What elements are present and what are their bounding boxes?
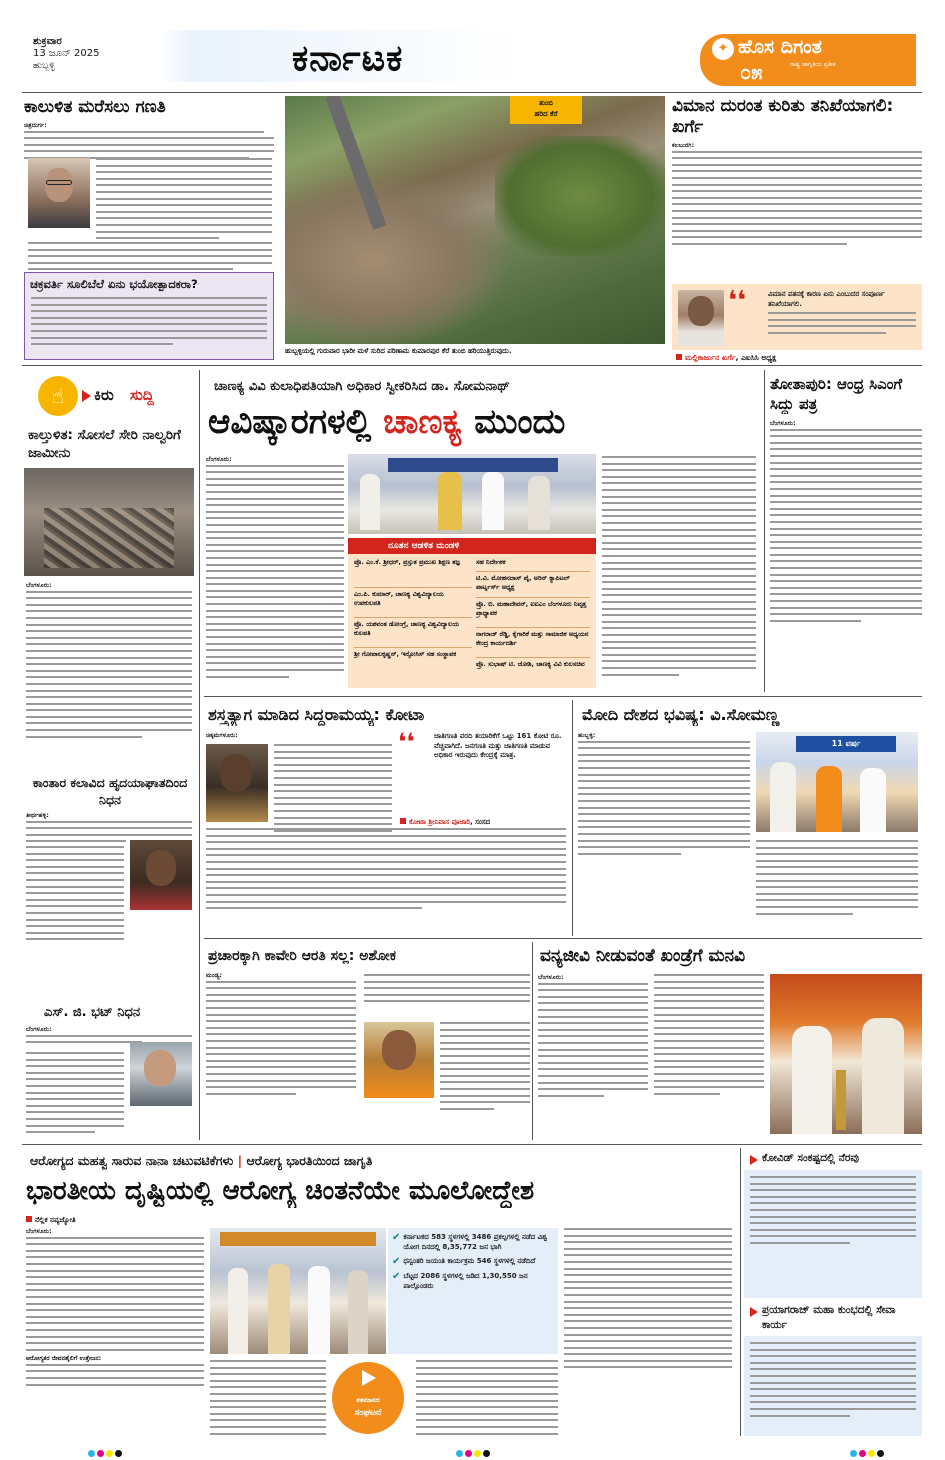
- thotapuri-headline: ತೋತಾಪುರಿ: ಆಂಧ್ರ ಸಿಎಂಗೆ ಸಿದ್ದು ಪತ್ರ: [770, 375, 903, 413]
- kaveri-body: [206, 972, 356, 1099]
- census-subbox: [24, 272, 274, 360]
- kota-byline-name: ಕೋಟಾ ಶ್ರೀನಿವಾಸ ಪೂಜಾರಿ: [409, 818, 470, 826]
- thotapuri-body: [770, 420, 922, 626]
- photo-lamp: [836, 1070, 846, 1130]
- kirusuddi-banner: [38, 376, 188, 416]
- left-col-rule: [199, 370, 200, 1140]
- lake-photo: [285, 96, 665, 344]
- cardiac-headline: ಕಾಂತಾರ ಕಲಾವಿದ ಹೃದಯಾಘಾತದಿಂದ ನಿಧನ: [32, 775, 188, 807]
- chanakya-headline-a: ಆವಿಷ್ಕಾರಗಳಲ್ಲಿ: [208, 402, 372, 442]
- health-byline-name: ನೆಲ್ಲಿಕ ನವ್ಯಜ್ಯೋತಿ: [35, 1216, 76, 1224]
- health-subhead: ಆರೋಗ್ಯಕರ ಜೀವನಶೈಲಿಗೆ ಉತ್ತೇಜನ:: [26, 1355, 102, 1363]
- kota-lines-b: [206, 828, 566, 914]
- chanakya-right-rule: [764, 370, 765, 692]
- lake-caption: ಹುಬ್ಬಳ್ಳಿಯಲ್ಲಿ ಗುರುವಾರ ಭಾರೀ ಮಳೆ ಸುರಿದ ಪರಿಣಾಮ ಕುಮಾರಪುರ ಕೆರೆ ತುಂಬಿ ಹರಿಯುತ್ತಿರುವುದು.: [285, 347, 512, 355]
- photo-person: [770, 762, 796, 832]
- plane-byline-role: , ಎಐಸಿಸಿ ಅಧ್ಯಕ್ಷ: [735, 353, 777, 362]
- date: 13 ಜೂನ್ 2025: [33, 48, 100, 59]
- modi-dateline: ಹುಬ್ಬಳ್ಳಿ:: [578, 732, 596, 739]
- photo-person: [528, 476, 550, 530]
- modi-body: [578, 732, 750, 859]
- story-plane: [672, 96, 922, 362]
- registration-dots-left: [88, 1442, 124, 1460]
- kirusuddi-badge-icon: ☝: [38, 376, 78, 416]
- row4-rule: [22, 1144, 922, 1145]
- wildlife-dateline: ಬೆಂಗಳೂರು:: [538, 974, 564, 981]
- chanakya-body-left: [206, 456, 344, 682]
- emblem-flag-icon: [362, 1370, 376, 1386]
- dot-yellow-icon: [868, 1450, 875, 1457]
- story-kaveri: [204, 942, 530, 1140]
- kota-dateline: ಚಿಕ್ಕಮಗಳೂರು:: [206, 732, 238, 739]
- kicker-divider: |: [237, 1153, 247, 1168]
- check-icon: ✔: [392, 1271, 401, 1282]
- chanakya-dateline: ಬೆಂಗಳೂರು:: [206, 456, 232, 463]
- story-wildlife: [536, 942, 922, 1140]
- health-headline: ಭಾರತೀಯ ದೃಷ್ಟಿಯಲ್ಲಿ ಆರೋಗ್ಯ ಚಿಂತನೆಯೇ ಮೂಲೋದ್ದೇಶ: [26, 1176, 535, 1206]
- story-kumbh: [744, 1302, 922, 1436]
- date-block: [33, 36, 143, 71]
- wildlife-headline: ವನ್ಯಜೀವಿ ನೀಡುವಂತೆ ಖಂಡ್ರೆಗೆ ಮನವಿ: [540, 946, 746, 966]
- photo-person: [228, 1268, 248, 1354]
- health-body-a: [26, 1228, 204, 1390]
- photo-person: [792, 1026, 832, 1134]
- emblem-text-b: ಸಂಘಟನೆ: [354, 1408, 382, 1418]
- kaveri-lines-c: [440, 1022, 530, 1114]
- registration-dots-right: [850, 1442, 886, 1460]
- photo-person: [482, 472, 504, 530]
- health-kicker-b: ಆರೋಗ್ಯ ಭಾರತಿಯಿಂದ ಜಾಗೃತಿ: [246, 1153, 373, 1168]
- health-stats-box: [388, 1228, 558, 1354]
- census-subbox-lines: [25, 294, 273, 345]
- census-photo: [28, 158, 90, 228]
- health-dateline: ಬೆಂಗಳೂರು:: [26, 1228, 52, 1235]
- photo-person: [268, 1264, 290, 1354]
- plane-quote: ವಿಮಾನ ಪತನಕ್ಕೆ ಕಾರಣ ಏನು ಎಂಬುದರ ಸಂಪೂರ್ಣ ತನಿಖೆಯಾಗಲಿ.: [768, 290, 885, 308]
- bhat-dateline: ಬೆಂಗಳೂರು:: [26, 1026, 52, 1033]
- health-emblem: [326, 1356, 410, 1436]
- census-subbox-title: ಚಕ್ರವರ್ತಿ ಸೂಲಿಬೆಲೆ ಏನು ಭಯೋತ್ಪಾದಕರಾ?: [30, 277, 198, 291]
- row1-rule: [22, 365, 922, 366]
- row2-rule: [204, 696, 922, 697]
- kota-lines-a: [274, 744, 392, 836]
- health-lines-b: [210, 1360, 326, 1439]
- photo-face: [146, 850, 176, 886]
- kota-byline: [400, 818, 490, 827]
- plane-quote-box: [672, 284, 922, 350]
- byline-square-icon: [26, 1216, 32, 1222]
- health-body-c: [416, 1360, 558, 1439]
- census-body-lines: [96, 158, 272, 244]
- dot-black-icon: [483, 1450, 490, 1457]
- covid-headline: ಕೋವಿಡ್ ಸಂಕಷ್ಟದಲ್ಲಿ ನೆರವು: [762, 1152, 859, 1164]
- registration-dots-center: [456, 1442, 492, 1460]
- dot-yellow-icon: [474, 1450, 481, 1457]
- photo-debris: [44, 508, 174, 568]
- dot-magenta-icon: [97, 1450, 104, 1457]
- thotapuri-dateline: ಬೆಂಗಳೂರು:: [770, 420, 796, 427]
- census-body-lines-2: [28, 242, 272, 275]
- lake-tag-line1: ತುಂಬಿ: [539, 99, 553, 107]
- health-kicker: [30, 1152, 730, 1170]
- health-stat-2: [388, 1252, 558, 1267]
- wildlife-body: [538, 974, 648, 1101]
- kota-quote-box: [398, 730, 568, 830]
- plane-headline: ವಿಮಾನ ದುರಂತ ಕುರಿತು ತನಿಖೆಯಾಗಲಿ: ಖರ್ಗೆ: [672, 96, 894, 137]
- check-icon: ✔: [392, 1256, 401, 1267]
- quote-mark-icon: ❛❛: [398, 728, 415, 756]
- photo-face: [688, 296, 714, 326]
- kirusuddi-dateline: ಬೆಂಗಳೂರು:: [26, 582, 52, 589]
- story-covid: [744, 1150, 922, 1298]
- story-thotapuri: [770, 374, 922, 692]
- photo-person: [348, 1270, 368, 1354]
- kota-body: [206, 732, 326, 741]
- covid-header: [744, 1150, 922, 1170]
- artist-photo: [130, 840, 192, 910]
- kumbh-headline: ಪ್ರಯಾಗರಾಜ್ ಮಹಾ ಕುಂಭದಲ್ಲಿ ಸೇವಾ ಕಾರ್ಯ: [762, 1304, 896, 1331]
- story-kota: [204, 700, 570, 936]
- photo-person: [308, 1266, 330, 1354]
- health-photo: [210, 1228, 386, 1354]
- board-member-8: ಶ್ರೀ ಗೋಪಾಲಕೃಷ್ಣನ್, ಇನ್ಫೋಸಿಸ್ ಸಹ ಸಂಸ್ಥಾಪಕ: [354, 650, 457, 658]
- arrow-right-icon: [750, 1307, 758, 1317]
- kumbh-lines: [750, 1342, 916, 1421]
- photo-person: [816, 766, 842, 832]
- page-number: ೦೫: [740, 60, 763, 84]
- lake-tag-line2: ಹರಿದ ಕೆರೆ: [534, 110, 558, 118]
- health-stat-1: [388, 1228, 558, 1252]
- health-stat-2-text: ಧನ್ವಂತರಿ ಜಯಂತಿ ಕಾರ್ಯಕ್ರಮ 546 ಸ್ಥಳಗಳಲ್ಲಿ ನಡೆದಿದೆ: [403, 1257, 536, 1265]
- covid-lines: [750, 1176, 916, 1249]
- kirusuddi-column: [24, 370, 194, 1140]
- photo-person: [360, 474, 380, 530]
- masthead-rule: [22, 92, 922, 93]
- quote-mark-icon: ❛❛: [728, 286, 747, 316]
- story-health: [24, 1148, 736, 1436]
- photo-face: [45, 168, 73, 202]
- byline-square-icon: [676, 354, 682, 360]
- brand-tagline: ರಾಷ್ಟ್ರ ಜಾಗೃತಿಯ ಪ್ರತೀಕ: [790, 61, 836, 68]
- cardiac-dateline: ತೀರ್ಥಹಳ್ಳಿ:: [26, 812, 49, 819]
- bhat-headline: ಎಸ್. ಜಿ. ಭಟ್ ನಿಧನ: [44, 1005, 141, 1020]
- modi-lines-b: [756, 840, 918, 919]
- board-member-4: ಎಂ.ಪಿ. ಕುಮಾರ್, ಚಾಣಕ್ಯ ವಿಶ್ವವಿದ್ಯಾಲಯ ಉಪಕುಲಪತಿ: [354, 588, 472, 618]
- board-member-9: ಪ್ರೊ. ಸುಭಾಷ್ ಟಿ. ಜೋಶಿ, ಚಾಣಕ್ಯ ವಿವಿ ಕುಲಸಚಿವ: [476, 660, 585, 668]
- kaveri-headline: ಪ್ರಚಾರಕ್ಕಾಗಿ ಕಾವೇರಿ ಆರತಿ ಸಲ್ಲ: ಅಶೋಕ: [208, 948, 396, 964]
- kota-photo: [206, 744, 268, 822]
- bhat-body-lines: [26, 1052, 124, 1138]
- plane-dateline: ಕಲಬುರಗಿ:: [672, 142, 695, 149]
- photo-person: [860, 768, 886, 832]
- dot-magenta-icon: [465, 1450, 472, 1457]
- plane-byline-name: ಮಲ್ಲಿಕಾರ್ಜುನ ಖರ್ಗೆ: [685, 353, 736, 362]
- kirusuddi-body: [26, 582, 192, 742]
- lake-vegetation: [495, 136, 665, 256]
- board-member-6: ಪ್ರೊ. ಯಶವಂತ ಡೋಂಗ್ರೆ, ಚಾಣಕ್ಯ ವಿಶ್ವವಿದ್ಯಾಲಯ ಕುಲಪತಿ: [354, 618, 472, 648]
- health-byline: [26, 1216, 76, 1225]
- byline-square-icon: [400, 818, 406, 824]
- photo-face: [220, 754, 252, 792]
- photo-banner: 11 ವರ್ಷ: [796, 736, 896, 752]
- dot-cyan-icon: [456, 1450, 463, 1457]
- dot-black-icon: [877, 1450, 884, 1457]
- kirusuddi-label-a: ಕಿರು: [94, 386, 114, 404]
- chanakya-body-right: [602, 456, 756, 680]
- section-band: [150, 30, 680, 82]
- board-member-5: ಪ್ರೊ. ಬಿ. ಮಹಾದೇವನ್, ಐಐಎಂ ಬೆಂಗಳೂರು ನಿವೃತ್ತ ಪ್ರಾಧ್ಯಾಪಕ: [476, 598, 590, 628]
- chanakya-kicker: ಚಾಣಕ್ಯ ವಿವಿ ಕುಲಾಧಿಪತಿಯಾಗಿ ಅಧಿಕಾರ ಸ್ವೀಕರಿಸಿದ ಡಾ. ಸೋಮನಾಥ್: [214, 379, 510, 394]
- kirusuddi-headline: ಕಾಲ್ತುಳಿತ: ಸೋಸಲೆ ಸೇರಿ ನಾಲ್ವರಿಗೆ ಜಾಮೀನು: [28, 427, 181, 461]
- health-stat-3-text: ಬೆಟ್ಟದ 2086 ಸ್ಥಳಗಳಲ್ಲಿ ಜಡಿದ 1,30,550 ಜನ ಪಾಲ್ಗೊಂಡರು: [403, 1272, 528, 1290]
- photo-face: [382, 1030, 416, 1070]
- kota-quote: ಜಾತಿಗಣತಿ ವರದಿ ತಯಾರಿಕೆಗೆ ಒಟ್ಟು 161 ಕೋಟಿ ರೂ. ವೆಚ್ಚವಾಗಿದೆ. ಜನಗಣತಿ ಮತ್ತು ಜಾತಿಗಣತಿ ಮಾಡುವ ಅಧಿಕಾರ ಇರುವುದು ಕೇಂದ್ರಕ್ಕೆ ಮಾತ್ರ.: [434, 732, 562, 759]
- plane-body: [672, 142, 922, 250]
- dot-black-icon: [115, 1450, 122, 1457]
- photo-banner: [220, 1232, 376, 1246]
- chanakya-photo: [348, 454, 596, 534]
- chanakya-headline: [208, 400, 758, 444]
- dot-magenta-icon: [859, 1450, 866, 1457]
- photo-face: [144, 1050, 176, 1086]
- brand-logo-icon: ✦: [712, 38, 734, 60]
- photo-glasses: [46, 180, 72, 185]
- modi-headline: ಮೋದಿ ದೇಶದ ಭವಿಷ್ಯ: ವಿ.ಸೋಮಣ್ಣ: [582, 705, 780, 724]
- edition-city: ಹುಬ್ಬಳ್ಳಿ: [33, 61, 55, 71]
- photo-banner: [388, 458, 558, 472]
- board-box: [348, 538, 596, 688]
- health-kicker-a: ಆರೋಗ್ಯದ ಮಹತ್ವ ಸಾರುವ ನಾನಾ ಚಟುವಟಿಕೆಗಳು: [30, 1153, 234, 1168]
- kaveri-dateline: ಮಂಡ್ಯ:: [206, 972, 222, 979]
- kumbh-header: [744, 1302, 922, 1336]
- dot-cyan-icon: [88, 1450, 95, 1457]
- kirusuddi-red-arrow-icon: [82, 390, 91, 402]
- board-box-title: ನೂತನ ಆಡಳಿತ ಮಂಡಳಿ: [348, 538, 596, 554]
- kaveri-right-rule: [532, 942, 533, 1140]
- census-dateline: ಚಿತ್ರದುರ್ಗ:: [24, 122, 47, 129]
- brand-name: ಹೊಸ ದಿಗಂತ: [738, 36, 822, 58]
- health-stat-1-text: ಕರ್ನಾಟಕದ 583 ಸ್ಥಳಗಳಲ್ಲಿ 3486 ಪ್ರಕಲ್ಪಗಳಲ್ಲಿ ನಡೆದ ವಿಶ್ವ ಯೋಗ ದಿನದಲ್ಲಿ 8,35,772 ಜನ ಭಾಗಿ: [403, 1233, 548, 1251]
- wildlife-photo: [770, 974, 922, 1134]
- plane-byline: [676, 353, 776, 363]
- photo-person: [438, 472, 462, 530]
- health-body-d: [564, 1228, 732, 1373]
- kota-headline: ಶಸ್ತ್ರತ್ಯಾಗ ಮಾಡಿದ ಸಿದ್ದರಾಮಯ್ಯ: ಕೋಟಾ: [208, 705, 425, 724]
- kota-byline-role: , ಸಂಸದ: [470, 818, 491, 826]
- lake-water: [285, 176, 505, 344]
- health-stat-3: [388, 1267, 558, 1291]
- stampede-photo: [24, 468, 194, 576]
- kharge-photo: [678, 290, 724, 346]
- board-member-7: ನಾಗರಾಜ್ ರೆಡ್ಡಿ, ಕೈಗಾರಿಕೆ ಮತ್ತು ಸಾಮಾಜಿಕ ಅಧ್ಯಯನ ಕೇಂದ್ರ ಕಾರ್ಯದರ್ಶಿ: [476, 628, 590, 658]
- dot-cyan-icon: [850, 1450, 857, 1457]
- ashoka-photo: [364, 1022, 434, 1098]
- bhat-photo: [130, 1042, 192, 1106]
- story-modi: [576, 700, 922, 936]
- cardiac-body-lines: [26, 846, 124, 945]
- weekday: ಶುಕ್ರವಾರ: [33, 36, 62, 47]
- wildlife-lines-b: [654, 974, 764, 1099]
- board-col-a: [354, 558, 472, 678]
- chanakya-headline-b: ಚಾಣಕ್ಯ: [383, 402, 463, 442]
- emblem-text-a: ಶತಮಾನದ: [356, 1396, 380, 1404]
- board-member-2: ಸಹ ನಿರ್ದೇಶಕ: [476, 558, 590, 572]
- board-member-1: ಪ್ರೊ. ಎಂ.ಕೆ. ಶ್ರೀಧರ್, ಪ್ರಸ್ತುತ ಪ್ರಮುಖ ಶಿಕ್ಷಣ ತಜ್ಞ: [354, 558, 472, 588]
- story-census: [24, 96, 274, 362]
- census-headline: ಕಾಲುಳಿತ ಮರೆಸಲು ಗಣತಿ: [24, 97, 166, 117]
- chanakya-headline-c: ಮುಂದು: [474, 402, 566, 442]
- story-chanakya: [204, 370, 760, 692]
- board-col-b: [476, 558, 590, 678]
- row3-rule: [204, 938, 922, 939]
- dot-yellow-icon: [106, 1450, 113, 1457]
- section-title: ಕರ್ನಾಟಕ: [292, 38, 404, 79]
- kota-right-rule: [572, 700, 573, 936]
- kaveri-lines-b: [364, 974, 530, 1007]
- health-right-rule: [740, 1148, 741, 1436]
- modi-photo: [756, 732, 918, 832]
- photo-person: [862, 1018, 904, 1134]
- plane-quote-lines: [768, 312, 916, 338]
- board-member-3: ಟಿ.ವಿ. ಮೋಹನದಾಸ್ ಪೈ, ಅರಿನ್ ಕ್ಯಾಪಿಟಲ್ ಪಾರ್ಟ್ನರ್ಸ್ ಅಧ್ಯಕ್ಷ: [476, 572, 590, 598]
- arrow-right-icon: [750, 1155, 758, 1165]
- check-icon: ✔: [392, 1232, 401, 1243]
- lake-tag: [510, 96, 582, 124]
- masthead: [0, 0, 945, 92]
- kirusuddi-label-b: ಸುದ್ದಿ: [130, 386, 154, 404]
